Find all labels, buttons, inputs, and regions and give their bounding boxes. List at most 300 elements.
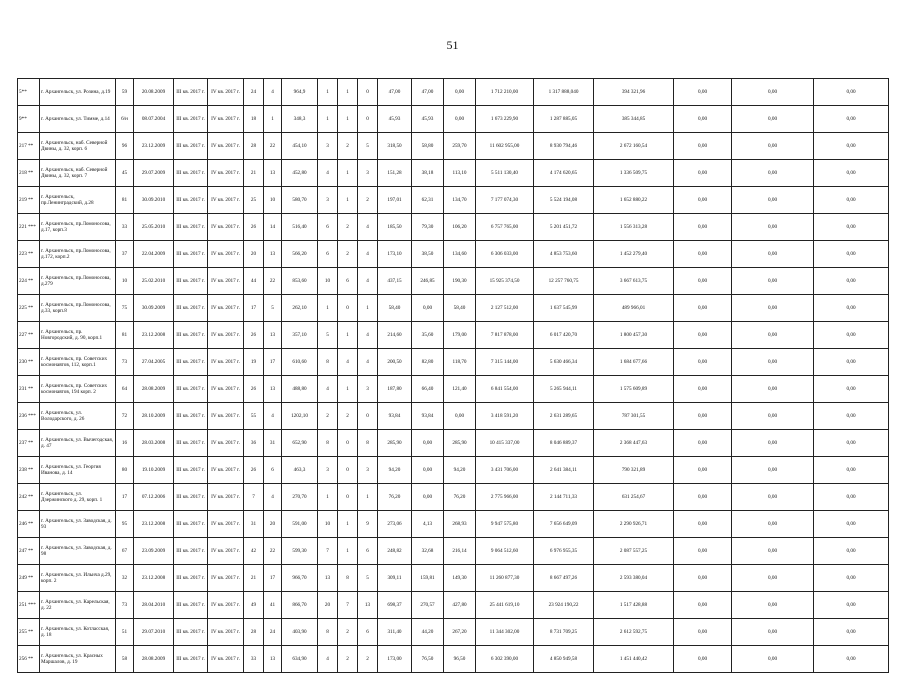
area-total: 311,40 (378, 619, 412, 646)
cost-region: 787 301,55 (594, 403, 674, 430)
cost-other: 0,00 (732, 295, 814, 322)
cost-region: 1 517 428,88 (594, 592, 674, 619)
quarter-start: III кв. 2017 г. (174, 565, 208, 592)
quarter-end: IV кв. 2017 г. (208, 106, 244, 133)
cost-total: 11 260 877,30 (476, 565, 534, 592)
cost-other: 0,00 (732, 403, 814, 430)
area-a: 47,00 (412, 79, 444, 106)
area-a: 82,80 (412, 349, 444, 376)
area-a: 66,40 (412, 376, 444, 403)
rooms-b: 3 (358, 457, 378, 484)
residents: 49 (244, 592, 264, 619)
area: 452,80 (282, 160, 318, 187)
cost-city: 0,00 (674, 619, 732, 646)
residents: 21 (244, 565, 264, 592)
cost-total: 15 925 374,50 (476, 268, 534, 295)
quarter-start: III кв. 2017 г. (174, 322, 208, 349)
rooms-total: 1 (318, 79, 338, 106)
residents: 20 (244, 241, 264, 268)
area: 634,90 (282, 646, 318, 673)
owners: 20 (264, 511, 282, 538)
area: 964,9 (282, 79, 318, 106)
rooms-b: 3 (358, 376, 378, 403)
area-total: 47,00 (378, 79, 412, 106)
row-number: 225 ** (18, 295, 40, 322)
quarter-start: III кв. 2017 г. (174, 187, 208, 214)
cost-region: 2 672 160,54 (594, 133, 674, 160)
area-b: 76,20 (444, 484, 476, 511)
area-a: 45,93 (412, 106, 444, 133)
row-number: 231 ** (18, 376, 40, 403)
rooms-b: 6 (358, 538, 378, 565)
area-total: 151,28 (378, 160, 412, 187)
year-cell: 72 (116, 403, 134, 430)
rooms-b: 0 (358, 403, 378, 430)
cost-city: 0,00 (674, 133, 732, 160)
cost-fund: 2 144 711,33 (534, 484, 594, 511)
cost-total: 11 344 302,00 (476, 619, 534, 646)
row-number: 218 ** (18, 160, 40, 187)
area-a: 270,57 (412, 592, 444, 619)
cost-region: 3 667 613,75 (594, 268, 674, 295)
cost-fund: 8 930 794,46 (534, 133, 594, 160)
cost-city: 0,00 (674, 79, 732, 106)
cost-region: 385 344,85 (594, 106, 674, 133)
cost-total: 6 306 033,00 (476, 241, 534, 268)
cost-region: 1 652 880,22 (594, 187, 674, 214)
date-cell: 28.03.2008 (134, 430, 174, 457)
cost-region: 394 321,96 (594, 79, 674, 106)
area-total: 200,50 (378, 349, 412, 376)
area-total: 173,10 (378, 241, 412, 268)
table-row (18, 565, 889, 592)
rooms-a: 8 (338, 565, 358, 592)
date-cell: 23.12.2008 (134, 322, 174, 349)
rooms-total: 8 (318, 349, 338, 376)
area-b: 118,70 (444, 349, 476, 376)
cost-city: 0,00 (674, 538, 732, 565)
area: 853,60 (282, 268, 318, 295)
date-cell: 23.12.2008 (134, 565, 174, 592)
rooms-a: 6 (338, 268, 358, 295)
resettlement-table (17, 78, 889, 673)
area-total: 285,90 (378, 430, 412, 457)
area: 348,3 (282, 106, 318, 133)
rooms-a: 1 (338, 160, 358, 187)
cost-other: 0,00 (732, 538, 814, 565)
owners: 17 (264, 349, 282, 376)
year-cell: 67 (116, 538, 134, 565)
owners: 10 (264, 187, 282, 214)
cost-region: 1 800 457,30 (594, 322, 674, 349)
area-total: 187,80 (378, 376, 412, 403)
rooms-a: 2 (338, 646, 358, 673)
row-number: 249 ** (18, 565, 40, 592)
quarter-start: III кв. 2017 г. (174, 214, 208, 241)
rooms-total: 3 (318, 133, 338, 160)
quarter-end: IV кв. 2017 г. (208, 133, 244, 160)
owners: 4 (264, 79, 282, 106)
cost-extra: 0,00 (814, 430, 889, 457)
year-cell: 16 (116, 430, 134, 457)
row-number: 230 ** (18, 349, 40, 376)
area: 262,10 (282, 295, 318, 322)
owners: 13 (264, 160, 282, 187)
cost-extra: 0,00 (814, 133, 889, 160)
cost-region: 631 254,67 (594, 484, 674, 511)
year-cell: 73 (116, 349, 134, 376)
cost-city: 0,00 (674, 187, 732, 214)
cost-total: 3 418 591,20 (476, 403, 534, 430)
rooms-b: 5 (358, 565, 378, 592)
area: 403,90 (282, 619, 318, 646)
cost-fund: 6 976 955,35 (534, 538, 594, 565)
area: 610,60 (282, 349, 318, 376)
quarter-start: III кв. 2017 г. (174, 511, 208, 538)
area-b: 0,00 (444, 79, 476, 106)
owners: 22 (264, 538, 282, 565)
area-a: 93,84 (412, 403, 444, 430)
address: г. Архангельск, ул. Ильича д.29, корп. 2 (40, 565, 116, 592)
cost-city: 0,00 (674, 349, 732, 376)
area: 516,40 (282, 214, 318, 241)
date-cell: 25.02.2010 (134, 268, 174, 295)
quarter-start: III кв. 2017 г. (174, 430, 208, 457)
cost-extra: 0,00 (814, 349, 889, 376)
table-row (18, 430, 889, 457)
area-b: 268,93 (444, 511, 476, 538)
cost-fund: 5 524 194,08 (534, 187, 594, 214)
residents: 44 (244, 268, 264, 295)
cost-total: 5 511 130,40 (476, 160, 534, 187)
table-row (18, 484, 889, 511)
row-number: 223 ** (18, 241, 40, 268)
rooms-total: 3 (318, 457, 338, 484)
cost-extra: 0,00 (814, 187, 889, 214)
quarter-end: IV кв. 2017 г. (208, 646, 244, 673)
rooms-b: 5 (358, 133, 378, 160)
area-a: 4,13 (412, 511, 444, 538)
rooms-b: 2 (358, 646, 378, 673)
area-a: 76,50 (412, 646, 444, 673)
area-a: 0,00 (412, 295, 444, 322)
rooms-b: 0 (358, 106, 378, 133)
cost-fund: 8 046 889,37 (534, 430, 594, 457)
quarter-end: IV кв. 2017 г. (208, 349, 244, 376)
area-b: 259,70 (444, 133, 476, 160)
rooms-a: 2 (338, 403, 358, 430)
area: 357,10 (282, 322, 318, 349)
cost-other: 0,00 (732, 646, 814, 673)
quarter-start: III кв. 2017 г. (174, 241, 208, 268)
quarter-end: IV кв. 2017 г. (208, 160, 244, 187)
residents: 42 (244, 538, 264, 565)
area-total: 698,37 (378, 592, 412, 619)
table-body (18, 79, 889, 673)
cost-region: 790 321,89 (594, 457, 674, 484)
quarter-start: III кв. 2017 г. (174, 160, 208, 187)
year-cell: 73 (116, 592, 134, 619)
quarter-start: III кв. 2017 г. (174, 619, 208, 646)
area: 454,10 (282, 133, 318, 160)
rooms-a: 1 (338, 322, 358, 349)
cost-other: 0,00 (732, 565, 814, 592)
year-cell: 10 (116, 268, 134, 295)
row-number: 9** (18, 106, 40, 133)
table-row (18, 241, 889, 268)
rooms-total: 5 (318, 322, 338, 349)
area-total: 76,20 (378, 484, 412, 511)
cost-fund: 5 630 466,34 (534, 349, 594, 376)
rooms-b: 13 (358, 592, 378, 619)
area: 599,30 (282, 538, 318, 565)
owners: 41 (264, 592, 282, 619)
cost-city: 0,00 (674, 322, 732, 349)
quarter-start: III кв. 2017 г. (174, 538, 208, 565)
rooms-a: 0 (338, 430, 358, 457)
area-b: 267,20 (444, 619, 476, 646)
area: 566,20 (282, 241, 318, 268)
quarter-start: III кв. 2017 г. (174, 106, 208, 133)
rooms-b: 9 (358, 511, 378, 538)
quarter-end: IV кв. 2017 г. (208, 511, 244, 538)
cost-other: 0,00 (732, 376, 814, 403)
rooms-b: 1 (358, 484, 378, 511)
area-total: 93,84 (378, 403, 412, 430)
cost-extra: 0,00 (814, 79, 889, 106)
cost-city: 0,00 (674, 457, 732, 484)
rooms-a: 1 (338, 538, 358, 565)
rooms-total: 1 (318, 484, 338, 511)
owners: 17 (264, 565, 282, 592)
table-row (18, 214, 889, 241)
cost-total: 6 757 765,00 (476, 214, 534, 241)
cost-extra: 0,00 (814, 376, 889, 403)
row-number: 251 *** (18, 592, 40, 619)
year-cell: 95 (116, 511, 134, 538)
cost-total: 1 712 210,00 (476, 79, 534, 106)
row-number: 224 ** (18, 268, 40, 295)
rooms-b: 4 (358, 349, 378, 376)
year-cell: 96 (116, 133, 134, 160)
cost-other: 0,00 (732, 484, 814, 511)
address: г. Архангельск, пр. Советских космонавтов, 194 корп. 2 (40, 376, 116, 403)
cost-extra: 0,00 (814, 241, 889, 268)
rooms-a: 2 (338, 619, 358, 646)
area-a: 62,31 (412, 187, 444, 214)
rooms-a: 1 (338, 187, 358, 214)
year-cell: 75 (116, 295, 134, 322)
table-row (18, 403, 889, 430)
table-row (18, 457, 889, 484)
page-number: 51 (446, 38, 459, 52)
cost-city: 0,00 (674, 106, 732, 133)
quarter-start: III кв. 2017 г. (174, 79, 208, 106)
rooms-total: 6 (318, 241, 338, 268)
rooms-total: 10 (318, 511, 338, 538)
cost-other: 0,00 (732, 592, 814, 619)
cost-other: 0,00 (732, 214, 814, 241)
area-b: 96,50 (444, 646, 476, 673)
row-number: 242 ** (18, 484, 40, 511)
rooms-a: 1 (338, 106, 358, 133)
date-cell: 23.12.2008 (134, 511, 174, 538)
residents: 26 (244, 457, 264, 484)
cost-extra: 0,00 (814, 160, 889, 187)
date-cell: 28.10.2009 (134, 403, 174, 430)
residents: 28 (244, 619, 264, 646)
rooms-total: 2 (318, 403, 338, 430)
cost-city: 0,00 (674, 484, 732, 511)
cost-fund: 12 257 760,75 (534, 268, 594, 295)
rooms-a: 7 (338, 592, 358, 619)
row-number: 217 ** (18, 133, 40, 160)
rooms-a: 1 (338, 376, 358, 403)
quarter-end: IV кв. 2017 г. (208, 565, 244, 592)
cost-extra: 0,00 (814, 322, 889, 349)
rooms-a: 2 (338, 133, 358, 160)
cost-total: 3 431 706,00 (476, 457, 534, 484)
owners: 13 (264, 646, 282, 673)
row-number: 227 ** (18, 322, 40, 349)
rooms-a: 0 (338, 484, 358, 511)
area-b: 285,90 (444, 430, 476, 457)
cost-other: 0,00 (732, 187, 814, 214)
rooms-b: 4 (358, 241, 378, 268)
address: г. Архангельск, ул. Георгия Иванова, д. 14 (40, 457, 116, 484)
residents: 19 (244, 349, 264, 376)
cost-total: 7 315 144,00 (476, 349, 534, 376)
area-total: 45,93 (378, 106, 412, 133)
cost-other: 0,00 (732, 241, 814, 268)
table-row (18, 538, 889, 565)
residents: 26 (244, 214, 264, 241)
date-cell: 20.08.2009 (134, 79, 174, 106)
date-cell: 19.10.2009 (134, 457, 174, 484)
area-total: 248,82 (378, 538, 412, 565)
quarter-end: IV кв. 2017 г. (208, 457, 244, 484)
cost-total: 9 064 512,60 (476, 538, 534, 565)
table-row (18, 106, 889, 133)
rooms-total: 1 (318, 106, 338, 133)
address: г. Архангельск, ул. Дзержинского д. 29, корп. 1 (40, 484, 116, 511)
cost-total: 9 947 575,80 (476, 511, 534, 538)
row-number: 238 ** (18, 457, 40, 484)
row-number: 247 ** (18, 538, 40, 565)
rooms-total: 1 (318, 295, 338, 322)
cost-fund: 2 641 384,11 (534, 457, 594, 484)
cost-region: 1 452 279,40 (594, 241, 674, 268)
cost-city: 0,00 (674, 295, 732, 322)
quarter-end: IV кв. 2017 г. (208, 268, 244, 295)
area: 488,80 (282, 376, 318, 403)
row-number: 5** (18, 79, 40, 106)
table-row (18, 322, 889, 349)
cost-city: 0,00 (674, 214, 732, 241)
residents: 24 (244, 79, 264, 106)
quarter-end: IV кв. 2017 г. (208, 214, 244, 241)
owners: 31 (264, 430, 282, 457)
address: г. Архангельск, пр. Новгородский, д. 90, корп.1 (40, 322, 116, 349)
cost-extra: 0,00 (814, 619, 889, 646)
date-cell: 23.09.2009 (134, 538, 174, 565)
area-b: 134,60 (444, 241, 476, 268)
cost-fund: 6 017 420,70 (534, 322, 594, 349)
row-number: 246 ** (18, 511, 40, 538)
area-b: 134,70 (444, 187, 476, 214)
cost-city: 0,00 (674, 160, 732, 187)
area-a: 246,85 (412, 268, 444, 295)
quarter-end: IV кв. 2017 г. (208, 619, 244, 646)
cost-other: 0,00 (732, 160, 814, 187)
cost-city: 0,00 (674, 565, 732, 592)
quarter-end: IV кв. 2017 г. (208, 295, 244, 322)
address: г. Архангельск, пр.Ломоносова, д.33, корп.8 (40, 295, 116, 322)
area-total: 58,40 (378, 295, 412, 322)
table-row (18, 295, 889, 322)
cost-fund: 5 265 944,11 (534, 376, 594, 403)
cost-extra: 0,00 (814, 646, 889, 673)
owners: 24 (264, 619, 282, 646)
quarter-start: III кв. 2017 г. (174, 592, 208, 619)
area-a: 159,81 (412, 565, 444, 592)
cost-fund: 4 853 753,60 (534, 241, 594, 268)
rooms-b: 2 (358, 187, 378, 214)
area-total: 214,60 (378, 322, 412, 349)
area-b: 149,30 (444, 565, 476, 592)
table-row (18, 79, 889, 106)
cost-fund: 7 656 649,09 (534, 511, 594, 538)
area-total: 173,00 (378, 646, 412, 673)
area: 866,70 (282, 592, 318, 619)
quarter-end: IV кв. 2017 г. (208, 538, 244, 565)
residents: 28 (244, 133, 264, 160)
area: 591,00 (282, 511, 318, 538)
year-cell: 58 (116, 646, 134, 673)
date-cell: 27.04.2005 (134, 349, 174, 376)
address: г. Архангельск, ул. Котласская, д. 18 (40, 619, 116, 646)
area-a: 0,00 (412, 430, 444, 457)
address: г. Архангельск, ул. Вычегодская, д. 47 (40, 430, 116, 457)
area-total: 197,01 (378, 187, 412, 214)
cost-region: 489 966,01 (594, 295, 674, 322)
year-cell: 17 (116, 484, 134, 511)
table-row (18, 349, 889, 376)
table-row (18, 592, 889, 619)
quarter-end: IV кв. 2017 г. (208, 484, 244, 511)
address: г. Архангельск, пр.Ломоносова, д.279 (40, 268, 116, 295)
date-cell: 29.07.2010 (134, 619, 174, 646)
cost-total: 7 177 074,30 (476, 187, 534, 214)
cost-total: 25 441 619,10 (476, 592, 534, 619)
area-total: 309,11 (378, 565, 412, 592)
cost-region: 1 451 440,42 (594, 646, 674, 673)
owners: 22 (264, 268, 282, 295)
area: 652,90 (282, 430, 318, 457)
residents: 7 (244, 484, 264, 511)
residents: 36 (244, 430, 264, 457)
cost-fund: 2 631 289,65 (534, 403, 594, 430)
area-a: 79,30 (412, 214, 444, 241)
area: 1202,10 (282, 403, 318, 430)
address: г. Архангельск, ул. Заводская, д. 98 (40, 538, 116, 565)
rooms-a: 1 (338, 511, 358, 538)
cost-total: 2 775 966,00 (476, 484, 534, 511)
cost-other: 0,00 (732, 322, 814, 349)
cost-fund: 8 667 497,26 (534, 565, 594, 592)
date-cell: 30.09.2010 (134, 187, 174, 214)
date-cell: 08.07.2004 (134, 106, 174, 133)
